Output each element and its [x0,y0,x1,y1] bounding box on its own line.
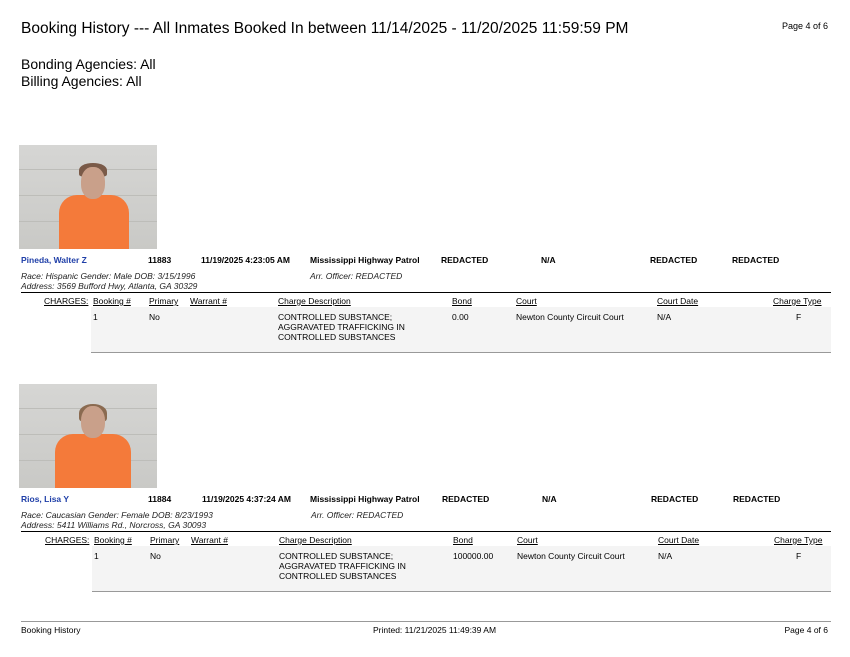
col-primary: Primary [149,296,179,306]
col-booking: Booking # [94,535,132,545]
arresting-agency: Mississippi Highway Patrol [310,255,420,265]
charge-court: Newton County Circuit Court [516,312,624,322]
booking-number: 11883 [148,255,172,265]
charge-description: CONTROLLED SUBSTANCE; AGGRAVATED TRAFFICKING IN CONTROLLED SUBSTANCES [279,551,406,581]
col-charge-description: Charge Description [279,535,352,545]
charge-court-date: N/A [657,312,672,322]
col-booking: Booking # [93,296,131,306]
charge-court: Newton County Circuit Court [517,551,625,561]
col-court-date: Court Date [658,535,700,545]
redacted-field: REDACTED [441,255,489,265]
col-warrant: Warrant # [190,296,228,306]
charge-type: F [796,551,802,561]
charge-bond: 100000.00 [453,551,494,561]
booking-time: 11/19/2025 4:37:24 AM [202,494,291,504]
charge-type: F [796,312,802,322]
footer-report-name: Booking History [21,625,81,635]
page-number-top: Page 4 of 6 [781,21,828,31]
charge-court-date: N/A [658,551,673,561]
mugshot-photo [19,384,157,488]
col-charge-type: Charge Type [773,296,822,306]
charge-bond: 0.00 [452,312,469,322]
col-court: Court [516,296,537,306]
charge-booking: 1 [93,312,98,322]
demographics: Race: Caucasian Gender: Female DOB: 8/23/1993 [21,510,213,520]
arresting-officer: Arr. Officer: REDACTED [310,271,403,281]
redacted-field: REDACTED [651,494,699,504]
inmate-name-link[interactable]: Pineda, Walter Z [21,255,87,265]
col-bond: Bond [452,296,472,306]
report-title: Booking History --- All Inmates Booked In between 11/14/2025 - 11/20/2025 11:59:59 PM [21,20,629,37]
na-field: N/A [542,494,557,504]
address: Address: 5411 Williams Rd., Norcross, GA 30093 [21,520,207,530]
col-charge-type: Charge Type [774,535,823,545]
charge-booking: 1 [94,551,99,561]
redacted-field: REDACTED [650,255,698,265]
redacted-field: REDACTED [732,255,780,265]
demographics: Race: Hispanic Gender: Male DOB: 3/15/1996 [21,271,196,281]
booking-time: 11/19/2025 4:23:05 AM [201,255,290,265]
charge-description: CONTROLLED SUBSTANCE; AGGRAVATED TRAFFICKING IN CONTROLLED SUBSTANCES [278,312,405,342]
col-warrant: Warrant # [191,535,229,545]
col-court: Court [517,535,538,545]
charges-label: CHARGES: [44,296,89,306]
col-bond: Bond [453,535,473,545]
charge-primary: No [150,551,161,561]
address: Address: 3569 Bufford Hwy, Atlanta, GA 30329 [21,281,198,291]
divider [21,292,831,293]
redacted-field: REDACTED [442,494,490,504]
bonding-agencies: Bonding Agencies: All [21,56,156,72]
redacted-field: REDACTED [733,494,781,504]
divider [21,531,831,532]
charges-label: CHARGES: [45,535,90,545]
mugshot-photo [19,145,157,249]
col-primary: Primary [150,535,180,545]
divider [91,352,831,353]
footer-printed: Printed: 11/21/2025 11:49:39 AM [373,625,497,635]
arresting-agency: Mississippi Highway Patrol [310,494,420,504]
arresting-officer: Arr. Officer: REDACTED [311,510,404,520]
col-charge-description: Charge Description [278,296,351,306]
charge-primary: No [149,312,160,322]
booking-number: 11884 [148,494,172,504]
footer-page-number: Page 4 of 6 [784,625,828,635]
divider [92,591,831,592]
na-field: N/A [541,255,556,265]
footer-divider [21,621,831,622]
inmate-name-link[interactable]: Rios, Lisa Y [21,494,70,504]
billing-agencies: Billing Agencies: All [21,73,142,89]
col-court-date: Court Date [657,296,699,306]
